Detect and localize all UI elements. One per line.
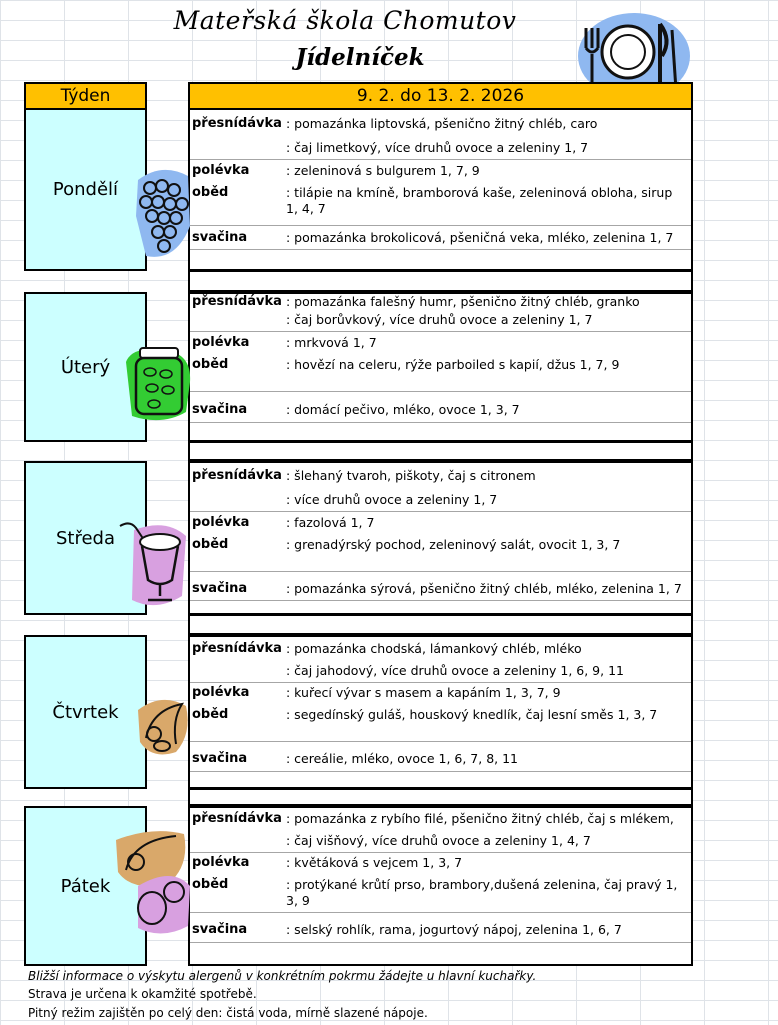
meal-label: polévka xyxy=(192,685,250,700)
meal-label: oběd xyxy=(192,707,229,722)
milkshake-icon xyxy=(116,516,194,608)
meal-text: : cereálie, mléko, ovoce 1, 6, 7, 8, 11 xyxy=(286,751,519,766)
meal-text: : pomazánka falešný humr, pšenično žitný chléb, granko xyxy=(286,294,640,309)
meal-text: : čaj višňový, více druhů ovoce a zeleniny 1, 4, 7 xyxy=(286,833,591,848)
gap-row xyxy=(188,614,693,635)
gap-row xyxy=(188,270,693,292)
meal-text: : čaj jahodový, více druhů ovoce a zeleniny 1, 6, 9, 11 xyxy=(286,663,624,678)
grapes-icon xyxy=(132,166,194,262)
gap-row xyxy=(188,441,693,461)
meal-text: : šlehaný tvaroh, piškoty, čaj s citronem xyxy=(286,468,536,483)
meal-text: : čaj limetkový, více druhů ovoce a zeleniny 1, 7 xyxy=(286,140,589,155)
meal-label: svačina xyxy=(192,402,248,417)
meal-label: svačina xyxy=(192,922,248,937)
gap-row xyxy=(188,788,693,806)
meal-label: svačina xyxy=(192,230,248,245)
meal-label: oběd xyxy=(192,357,229,372)
meal-label: polévka xyxy=(192,163,250,178)
meal-label: přesnídávka xyxy=(192,811,282,826)
meal-text: : pomazánka liptovská, pšenično žitný chléb, caro xyxy=(286,116,598,131)
meal-text: : fazolová 1, 7 xyxy=(286,515,375,530)
menu-monday xyxy=(188,108,693,271)
day-monday xyxy=(24,108,147,271)
meal-text: : protýkané krůtí prso, brambory,dušená zelenina, čaj pravý 1, 3, 9 xyxy=(286,877,678,908)
meal-text: : mrkvová 1, 7 xyxy=(286,335,377,350)
menu-tuesday xyxy=(188,292,693,442)
fruit-basket-icon xyxy=(112,826,194,938)
meal-text: : grenadýrský pochod, zeleninový salát, ovocit 1, 3, 7 xyxy=(286,537,621,552)
meal-label: oběd xyxy=(192,185,229,200)
meal-label: přesnídávka xyxy=(192,116,282,131)
meal-label: polévka xyxy=(192,515,250,530)
day-name: Pondělí xyxy=(52,179,119,200)
meal-label: polévka xyxy=(192,855,250,870)
meal-text: : segedínský guláš, houskový knedlík, čaj lesní směs 1, 3, 7 xyxy=(286,707,658,722)
meal-text: : domácí pečivo, mléko, ovoce 1, 3, 7 xyxy=(286,402,520,417)
meal-label: přesnídávka xyxy=(192,641,282,656)
day-name: Středa xyxy=(55,527,116,549)
meal-label: svačina xyxy=(192,581,248,596)
meal-text: : více druhů ovoce a zeleniny 1, 7 xyxy=(286,492,498,507)
meal-text: : hovězí na celeru, rýže parboiled s kapií, džus 1, 7, 9 xyxy=(286,357,620,372)
week-label: Týden xyxy=(24,82,147,110)
day-name: Úterý xyxy=(60,356,111,378)
page-title: Jídelníček xyxy=(295,44,425,71)
menu-wednesday xyxy=(188,461,693,615)
drinking-note: Pitný režim zajištěn po celý den: čistá voda, mírně slazené nápoje. xyxy=(28,1006,428,1020)
meal-text: : pomazánka sýrová, pšenično žitný chléb, mléko, zelenina 1, 7 xyxy=(286,581,682,596)
day-name: Pátek xyxy=(60,875,111,897)
meal-label: oběd xyxy=(192,877,229,892)
meal-text: : selský rohlík, rama, jogurtový nápoj, zelenina 1, 6, 7 xyxy=(286,922,622,937)
meal-text: : pomazánka chodská, lámankový chléb, mléko xyxy=(286,641,582,656)
jar-icon xyxy=(122,342,194,422)
meal-text: : čaj borůvkový, více druhů ovoce a zeleniny 1, 7 xyxy=(286,312,593,327)
meal-label: svačina xyxy=(192,751,248,766)
school-title: Mateřská škola Chomutov xyxy=(173,6,517,35)
meal-text: : pomazánka brokolicová, pšeničná veka, mléko, zelenina 1, 7 xyxy=(286,230,674,245)
meal-label: přesnídávka xyxy=(192,294,282,309)
consumption-note: Strava je určena k okamžité spotřebě. xyxy=(28,987,257,1001)
day-name: Čtvrtek xyxy=(52,701,119,723)
meal-text: : zeleninová s bulgurem 1, 7, 9 xyxy=(286,163,480,178)
allergen-note: Bližší informace o výskytu alergenů v konkrétním pokrmu žádejte u hlavní kuchařky. xyxy=(28,969,537,983)
menu-friday xyxy=(188,806,693,966)
meal-label: přesnídávka xyxy=(192,468,282,483)
meal-label: oběd xyxy=(192,537,229,552)
cornucopia-icon xyxy=(132,690,192,760)
date-range: 9. 2. do 13. 2. 2026 xyxy=(188,82,693,110)
menu-thursday xyxy=(188,635,693,789)
day-thursday xyxy=(24,635,147,789)
meal-text: : tilápie na kmíně, bramborová kaše, zeleninová obloha, sirup 1, 4, 7 xyxy=(286,185,673,216)
meal-text: : kuřecí vývar s masem a kapáním 1, 3, 7, 9 xyxy=(286,685,561,700)
meal-text: : pomazánka z rybího filé, pšenično žitný chléb, čaj s mlékem, xyxy=(286,811,674,826)
meal-label: polévka xyxy=(192,335,250,350)
meal-text: : květáková s vejcem 1, 3, 7 xyxy=(286,855,463,870)
